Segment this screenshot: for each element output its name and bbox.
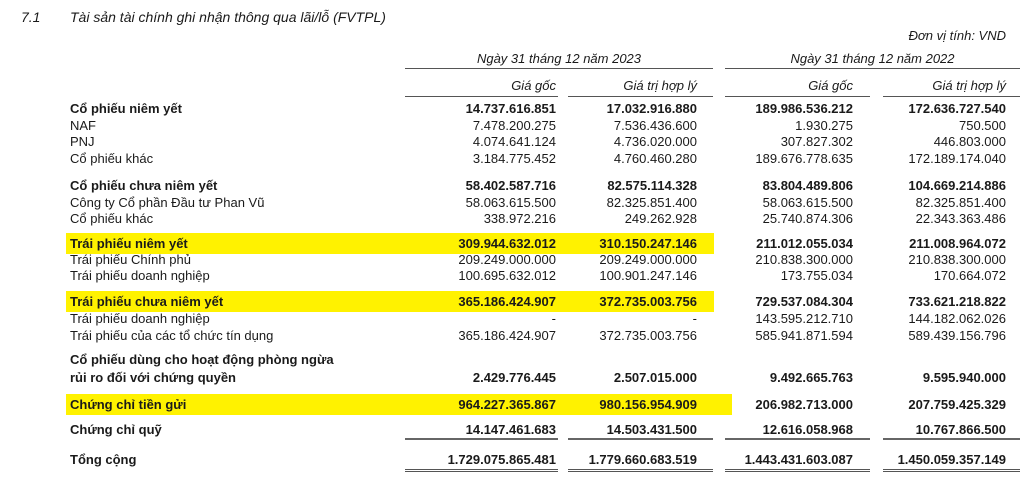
row-value: 4.736.020.000 — [613, 134, 697, 149]
row-value: 7.478.200.275 — [472, 118, 556, 133]
column-header-underline — [568, 96, 713, 97]
row-label: Trái phiếu doanh nghiệp — [70, 311, 210, 326]
row-value: 9.595.940.000 — [922, 370, 1006, 385]
row-value: 14.147.461.683 — [465, 422, 556, 437]
row-value: 589.439.156.796 — [908, 328, 1006, 343]
row-label: Cổ phiếu khác — [70, 151, 154, 166]
row-label: Trái phiếu niêm yết — [70, 236, 188, 251]
row-value: 10.767.866.500 — [915, 422, 1006, 437]
section-title: Tài sản tài chính ghi nhận thông qua lãi/lỗ (FVTPL) — [70, 9, 386, 25]
row-label: Cổ phiếu dùng cho hoạt động phòng ngừa — [70, 352, 334, 367]
row-value: 14.737.616.851 — [465, 101, 556, 116]
row-value: 211.012.055.034 — [756, 236, 853, 251]
row-value: 446.803.000 — [933, 134, 1006, 149]
subtotal-rule — [725, 438, 870, 440]
row-value: 9.492.665.763 — [769, 370, 853, 385]
row-value: 1.930.275 — [795, 118, 853, 133]
row-value: 58.063.615.500 — [762, 195, 853, 210]
row-value: 209.249.000.000 — [458, 252, 556, 267]
row-value: 733.621.218.822 — [908, 294, 1006, 309]
period-2022-underline — [725, 68, 1020, 69]
row-value: 980.156.954.909 — [599, 397, 697, 412]
row-value: 58.402.587.716 — [465, 178, 556, 193]
row-value: 338.972.216 — [483, 211, 556, 226]
column-header: Giá trị hợp lý — [932, 78, 1006, 93]
row-value: - — [692, 311, 697, 326]
row-label: Chứng chỉ tiền gửi — [70, 397, 187, 412]
row-label-continued: rủi ro đối với chứng quyền — [70, 370, 236, 385]
row-value: 964.227.365.867 — [458, 397, 556, 412]
period-2023-header: Ngày 31 tháng 12 năm 2023 — [476, 51, 642, 66]
total-double-rule — [405, 469, 558, 472]
row-value: 17.032.916.880 — [606, 101, 697, 116]
row-value: 210.838.300.000 — [755, 252, 853, 267]
subtotal-rule — [568, 438, 713, 440]
section-number: 7.1 — [21, 9, 41, 25]
row-value: 12.616.058.968 — [762, 422, 853, 437]
row-value: 249.262.928 — [624, 211, 697, 226]
row-value: 211.008.964.072 — [909, 236, 1006, 251]
row-value: 58.063.615.500 — [465, 195, 556, 210]
row-label: Trái phiếu Chính phủ — [70, 252, 191, 267]
row-value: 82.575.114.328 — [607, 178, 697, 193]
row-value: 1.729.075.865.481 — [447, 452, 556, 467]
column-header-underline — [725, 96, 870, 97]
row-value: 82.325.851.400 — [606, 195, 697, 210]
column-header: Giá gốc — [511, 78, 556, 93]
row-value: 2.507.015.000 — [613, 370, 697, 385]
period-2022-header: Ngày 31 tháng 12 năm 2022 — [790, 51, 955, 66]
row-label: Công ty Cổ phần Đầu tư Phan Vũ — [70, 195, 265, 210]
row-value: 189.676.778.635 — [755, 151, 853, 166]
column-header-underline — [405, 96, 558, 97]
unit-label: Đơn vị tính: VND — [908, 28, 1006, 43]
row-label: Cổ phiếu khác — [70, 211, 154, 226]
period-2023-underline — [405, 68, 713, 69]
row-value: 100.695.632.012 — [458, 268, 556, 283]
row-value: 209.249.000.000 — [599, 252, 697, 267]
row-value: 22.343.363.486 — [915, 211, 1006, 226]
total-double-rule — [568, 469, 713, 472]
row-value: 14.503.431.500 — [606, 422, 697, 437]
row-value: 585.941.871.594 — [755, 328, 853, 343]
row-value: 1.443.431.603.087 — [744, 452, 853, 467]
row-value: 100.901.247.146 — [599, 268, 697, 283]
total-double-rule — [725, 469, 870, 472]
row-value: 172.189.174.040 — [908, 151, 1006, 166]
row-value: 210.838.300.000 — [908, 252, 1006, 267]
row-value: 1.779.660.683.519 — [588, 452, 697, 467]
subtotal-rule — [883, 438, 1020, 440]
row-value: 309.944.632.012 — [458, 236, 556, 251]
row-value: 82.325.851.400 — [915, 195, 1006, 210]
row-label: Tổng cộng — [70, 452, 137, 467]
row-value: 729.537.084.304 — [755, 294, 853, 309]
row-value: 4.074.641.124 — [472, 134, 556, 149]
row-value: 4.760.460.280 — [613, 151, 697, 166]
row-value: 173.755.034 — [780, 268, 853, 283]
column-header: Giá gốc — [808, 78, 853, 93]
row-label: PNJ — [70, 134, 95, 149]
row-value: 3.184.775.452 — [472, 151, 556, 166]
row-value: 750.500 — [959, 118, 1006, 133]
row-value: 206.982.713.000 — [755, 397, 853, 412]
row-value: 144.182.062.026 — [908, 311, 1006, 326]
row-value: 1.450.059.357.149 — [897, 452, 1006, 467]
row-value: 170.664.072 — [933, 268, 1006, 283]
row-value: 372.735.003.756 — [599, 294, 697, 309]
row-value: 307.827.302 — [780, 134, 853, 149]
row-value: 2.429.776.445 — [472, 370, 556, 385]
row-label: Trái phiếu của các tổ chức tín dụng — [70, 328, 274, 343]
row-value: 365.186.424.907 — [458, 294, 556, 309]
row-label: Trái phiếu doanh nghiệp — [70, 268, 210, 283]
total-double-rule — [883, 469, 1020, 472]
subtotal-rule — [405, 438, 558, 440]
row-value: 310.150.247.146 — [599, 236, 697, 251]
row-value: 372.735.003.756 — [599, 328, 697, 343]
column-header: Giá trị hợp lý — [623, 78, 697, 93]
row-value: 7.536.436.600 — [613, 118, 697, 133]
row-value: 104.669.214.886 — [908, 178, 1006, 193]
row-value: 143.595.212.710 — [755, 311, 853, 326]
row-value: 25.740.874.306 — [762, 211, 853, 226]
column-header-underline — [883, 96, 1020, 97]
row-value: 172.636.727.540 — [908, 101, 1006, 116]
row-label: NAF — [70, 118, 96, 133]
row-value: 365.186.424.907 — [458, 328, 556, 343]
row-value: - — [551, 311, 556, 326]
row-label: Trái phiếu chưa niêm yết — [70, 294, 224, 309]
row-value: 83.804.489.806 — [762, 178, 853, 193]
row-label: Cổ phiếu niêm yết — [70, 101, 182, 116]
row-label: Cổ phiếu chưa niêm yết — [70, 178, 218, 193]
row-value: 207.759.425.329 — [908, 397, 1006, 412]
row-label: Chứng chỉ quỹ — [70, 422, 162, 437]
row-value: 189.986.536.212 — [755, 101, 853, 116]
